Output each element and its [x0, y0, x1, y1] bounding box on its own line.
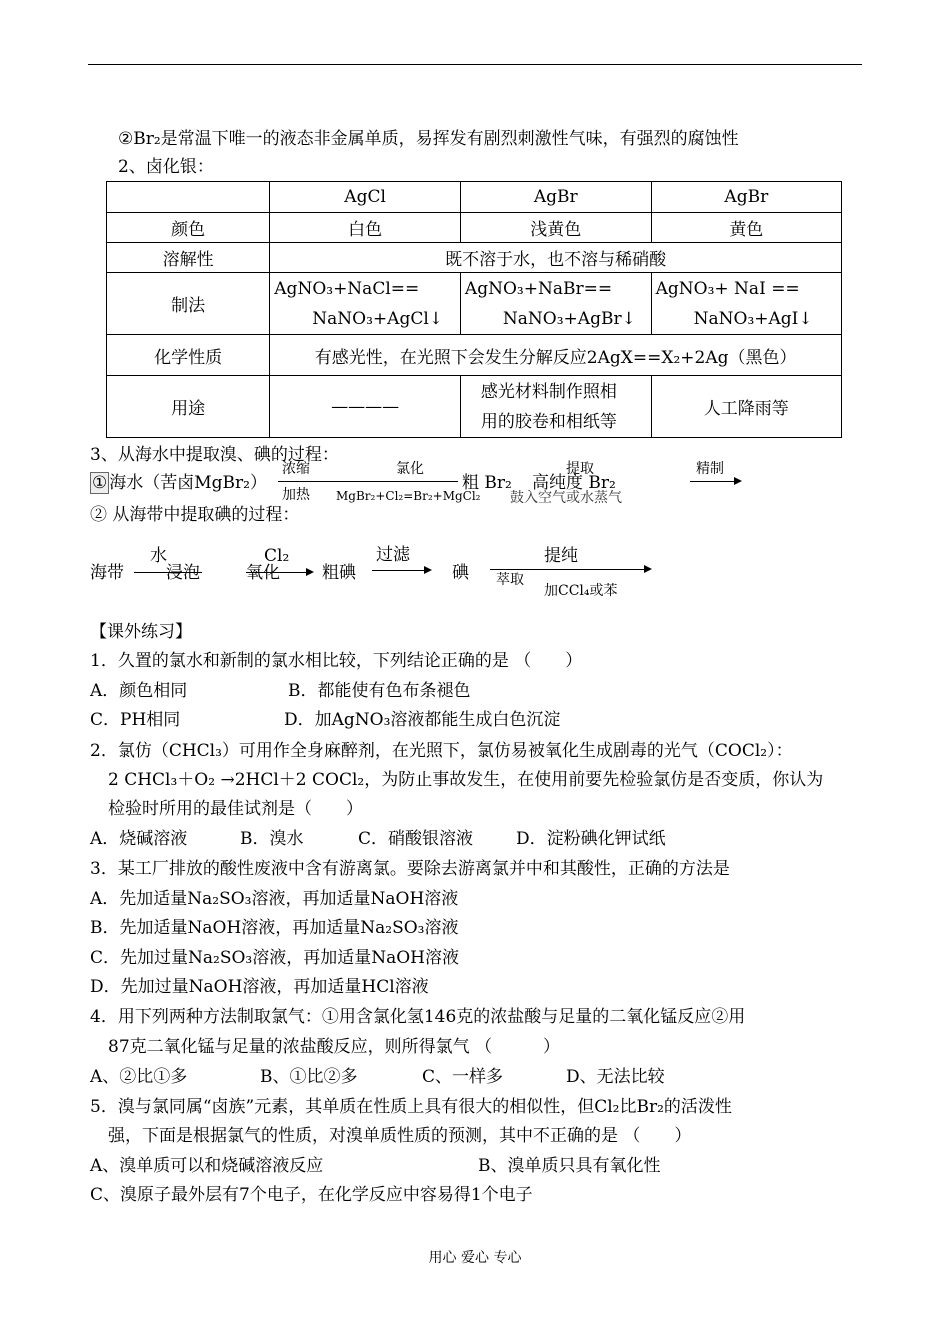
solubility-value: 既不溶于水，也不溶与稀硝酸 — [270, 243, 842, 273]
q5-option-c: C、溴原子最外层有7个电子，在化学反应中容易得1个电子 — [90, 1185, 533, 1205]
table-corner-cell — [107, 182, 270, 213]
flow1-cond1-top: 浓缩 — [282, 461, 310, 477]
use-agbr: 感光材料制作照相用的胶卷和相纸等 — [460, 376, 651, 438]
row-label-preparation: 制法 — [107, 273, 270, 335]
table-row-color — [107, 213, 842, 243]
q3-option-d: D．先加过量NaOH溶液，再加适量HCl溶液 — [90, 977, 429, 997]
flow2-cond2-top: Cl₂ — [264, 546, 290, 566]
flow2-crude-iodine: 粗碘 — [322, 563, 356, 583]
exercise-title: 【课外练习】 — [90, 622, 192, 642]
q1-option-b: B．都能使有色布条褪色 — [288, 681, 471, 701]
section-2-title: 2、卤化银： — [118, 157, 214, 177]
prep-agi-line1: AgNO₃+ NaI == — [655, 278, 800, 299]
flow1-pure-br2: 高纯度 Br₂ — [532, 473, 616, 493]
q2-option-d: D．淀粉碘化钾试纸 — [516, 829, 666, 849]
row-label-solubility: 溶解性 — [107, 243, 270, 273]
flow1-cond2-bottom: MgBr₂+Cl₂=Br₂+MgCl₂ — [336, 489, 481, 503]
row-label-chemical: 化学性质 — [107, 335, 270, 376]
q2-stem-line1: 2．氯仿（CHCl₃）可用作全身麻醉剂，在光照下，氯仿易被氧化生成剧毒的光气（COCl₂）： — [90, 741, 793, 761]
table-row-chemical — [107, 335, 842, 376]
flow2-cond3-top: 过滤 — [376, 545, 410, 565]
flow2-iodine: 碘 — [452, 563, 469, 583]
prep-agi — [651, 273, 841, 335]
prep-agbr — [460, 273, 651, 335]
flow2-cond2-mid: 氧化 — [246, 563, 280, 583]
section-3-title: 3、从海水中提取溴、碘的过程： — [90, 445, 339, 465]
flow2-cond4-top: 提纯 — [544, 546, 578, 566]
chemical-value: 有感光性，在光照下会发生分解反应2AgX==X₂+2Ag（黑色） — [270, 335, 842, 376]
color-agbr: 浅黄色 — [460, 213, 651, 243]
silver-halide-table — [106, 181, 842, 438]
prep-agcl-line1: AgNO₃+NaCl== — [274, 278, 420, 299]
table-row-preparation — [107, 273, 842, 335]
q4-option-b: B、①比②多 — [260, 1067, 358, 1087]
q3-stem: 3．某工厂排放的酸性废液中含有游离氯。要除去游离氯并中和其酸性，正确的方法是 — [90, 859, 730, 879]
flow1-start — [90, 472, 267, 494]
flow1-cond3-bottom: 鼓入空气或水蒸气 — [510, 490, 622, 506]
page-footer: 用心 爱心 专心 — [428, 1250, 522, 1266]
q4-stem-line2: 87克二氧化锰与足量的浓盐酸反应，则所得氯气 （ ） — [108, 1037, 561, 1057]
q3-option-c: C．先加过量Na₂SO₃溶液，再加适量NaOH溶液 — [90, 948, 460, 968]
prep-agi-line2: NaNO₃+AgI↓ — [693, 308, 813, 329]
q5-stem-line1: 5．溴与氯同属“卤族”元素，其单质在性质上具有很大的相似性，但Cl₂比Br₂的活泼性 — [90, 1097, 732, 1117]
flow2-arrowhead3 — [424, 566, 432, 574]
header-agi: AgBr — [651, 182, 841, 213]
prep-agcl — [270, 273, 461, 335]
flow1-cond3-top: 提取 — [566, 461, 594, 477]
flow2-arrowhead2 — [306, 568, 314, 576]
use-agcl: ———— — [270, 376, 461, 438]
q3-option-b: B．先加适量NaOH溶液，再加适量Na₂SO₃溶液 — [90, 918, 459, 938]
use-agi: 人工降雨等 — [651, 376, 841, 438]
q1-option-a: A．颜色相同 — [90, 681, 188, 701]
flow2-arrow2 — [246, 572, 306, 573]
flow1-cond1-bottom: 加热 — [282, 487, 310, 503]
q1-option-c: C．PH相同 — [90, 710, 181, 730]
flow1-marker: ① — [92, 473, 108, 493]
header-agcl: AgCl — [270, 182, 461, 213]
color-agcl: 白色 — [270, 213, 461, 243]
header-rule — [88, 64, 862, 65]
q4-stem-line1: 4．用下列两种方法制取氯气：①用含氯化氢146克的浓盐酸与足量的二氧化锰反应②用 — [90, 1007, 746, 1027]
flow2-seaweed: 海带 — [90, 563, 124, 583]
flow1-cond2-top: 氯化 — [396, 461, 424, 477]
table-row-solubility — [107, 243, 842, 273]
header-agbr: AgBr — [460, 182, 651, 213]
flow2-cond1-mid: 浸泡 — [166, 563, 200, 583]
q4-option-d: D、无法比较 — [566, 1067, 665, 1087]
q5-option-b: B、溴单质只具有氧化性 — [478, 1156, 661, 1176]
flow2-cond4-left: 萃取 — [496, 572, 524, 588]
prep-agbr-line1: AgNO₃+NaBr== — [464, 278, 613, 299]
q4-option-a: A、②比①多 — [90, 1067, 188, 1087]
table-header-row — [107, 182, 842, 213]
flow2-cond4-bottom: 加CCl₄或苯 — [544, 583, 618, 599]
flow1-arrow1 — [278, 481, 330, 482]
flow2-cond1-top: 水 — [150, 546, 167, 566]
flow1-arrow4 — [690, 481, 734, 482]
q2-option-a: A．烧碱溶液 — [90, 829, 188, 849]
row-label-color: 颜色 — [107, 213, 270, 243]
flow2-arrow1 — [134, 572, 202, 573]
bromine-note: ②Br₂是常温下唯一的液态非金属单质，易挥发有剧烈刺激性气味，有强烈的腐蚀性 — [118, 129, 739, 149]
q5-option-a: A、溴单质可以和烧碱溶液反应 — [90, 1156, 324, 1176]
q2-option-b: B．溴水 — [240, 829, 304, 849]
flow2-title: ② 从海带中提取碘的过程： — [90, 505, 300, 525]
color-agi: 黄色 — [651, 213, 841, 243]
flow2-arrow4 — [490, 569, 644, 570]
flow2-arrowhead4 — [644, 565, 652, 573]
table-row-uses — [107, 376, 842, 438]
q1-stem: 1．久置的氯水和新制的氯水相比较，下列结论正确的是 （ ） — [90, 651, 583, 671]
flow1-cond4-top: 精制 — [696, 461, 724, 477]
prep-agcl-line2: NaNO₃+AgCl↓ — [312, 308, 444, 329]
flow1-arrow2 — [330, 481, 458, 482]
prep-agbr-line2: NaNO₃+AgBr↓ — [502, 308, 636, 329]
flow2-arrow3 — [372, 570, 424, 571]
flow1-start-label: 海水（苦卤MgBr₂） — [109, 473, 267, 493]
q1-option-d: D．加AgNO₃溶液都能生成白色沉淀 — [284, 710, 561, 730]
q2-stem-line3: 检验时所用的最佳试剂是（ ） — [108, 799, 363, 819]
q2-option-c: C．硝酸银溶液 — [358, 829, 474, 849]
flow1-crude-br2: 粗 Br₂ — [462, 473, 512, 493]
q2-stem-line2: 2 CHCl₃＋O₂ →2HCl＋2 COCl₂，为防止事故发生，在使用前要先检验氯仿是否变质，你认为 — [108, 770, 824, 790]
q4-option-c: C、一样多 — [422, 1067, 504, 1087]
flow1-arrowhead — [734, 477, 742, 485]
q5-stem-line2: 强，下面是根据氯气的性质，对溴单质性质的预测，其中不正确的是 （ ） — [108, 1126, 692, 1146]
q3-option-a: A．先加适量Na₂SO₃溶液，再加适量NaOH溶液 — [90, 889, 459, 909]
row-label-uses: 用途 — [107, 376, 270, 438]
